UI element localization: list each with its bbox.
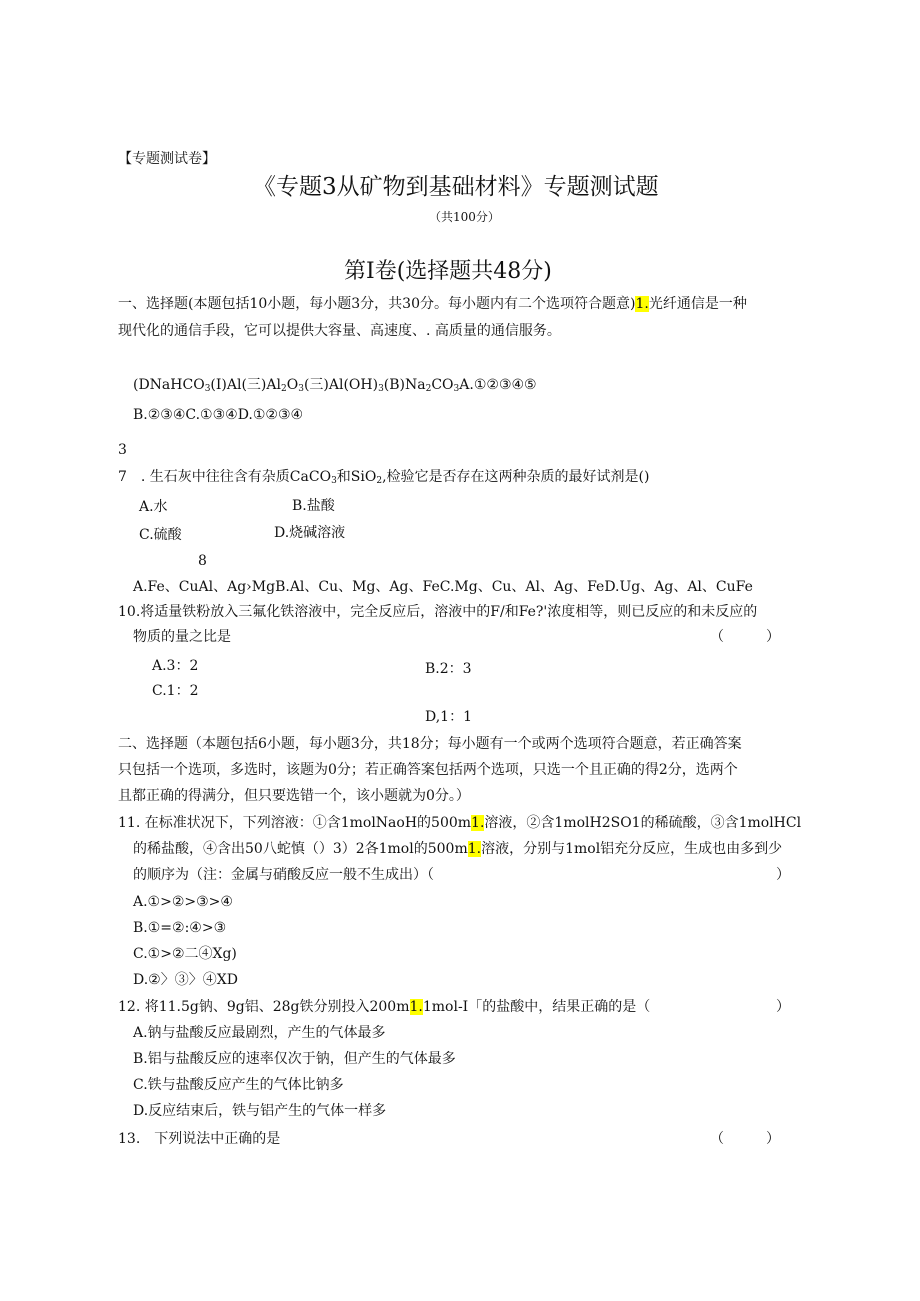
highlight-mark: 1. bbox=[471, 815, 485, 831]
question-options-line1 bbox=[133, 375, 537, 395]
q10-option-c: C.1：2 bbox=[152, 683, 199, 699]
section-heading: 第I卷(选择题共48分) bbox=[344, 259, 552, 284]
q10-option-d: D,1：1 bbox=[425, 709, 472, 725]
question-number-8: 8 bbox=[198, 553, 207, 569]
answer-paren-close: ） bbox=[776, 999, 790, 1015]
text: ,检验它是否存在这两种杂质的最好试剂是() bbox=[382, 469, 650, 485]
subscript: 3 bbox=[204, 384, 211, 394]
text: (三)Al(OH) bbox=[303, 377, 379, 393]
text: (I)Al(三)Al bbox=[210, 377, 281, 393]
subscript: 2 bbox=[425, 384, 432, 394]
text: 的稀盐酸，④含出50八蛇慎（）3）2各1mol的500m bbox=[133, 841, 468, 857]
highlight-mark: 1. bbox=[409, 999, 423, 1015]
q7-option-c: C.硫酸 bbox=[139, 527, 182, 543]
q10-option-b: B.2：3 bbox=[425, 661, 472, 677]
highlight-mark: 1. bbox=[635, 296, 649, 312]
text: 12. 将11.5g钠、9g铝、28g铁分别投入200m bbox=[118, 999, 410, 1015]
text: (DNaHCO bbox=[133, 377, 205, 393]
q7-option-d: D.烧碱溶液 bbox=[274, 525, 346, 541]
q8-options: A.Fe、CuAl、Ag›MgB.Al、Cu、Mg、Ag、FeC.Mg、Cu、Al、Ag、FeD.Ug、Ag、Al、CuFe bbox=[133, 579, 753, 595]
answer-paren: （ ） bbox=[710, 629, 780, 645]
text: 7 . 生石灰中往往含有杂质CaCO bbox=[118, 469, 332, 485]
question-10: 10.将适量铁粉放入三氟化铁溶液中，完全反应后，溶液中的F/和Fe?'浓度相等，则已反应的和未反应的 bbox=[118, 604, 758, 620]
q12-option-c: C.铁与盐酸反应产生的气体比钠多 bbox=[133, 1077, 344, 1093]
subscript: 3 bbox=[453, 384, 460, 394]
q12-option-b: B.铝与盐酸反应的速率仅次于钠，但产生的气体最多 bbox=[133, 1051, 456, 1067]
text: 11. 在标准状况下，下列溶液：①含1molNaoH的500m bbox=[118, 815, 472, 831]
answer-paren: （ ） bbox=[710, 1131, 780, 1147]
part1-text-tail: 光纤通信是一种 bbox=[648, 296, 747, 312]
part1-instructions bbox=[118, 294, 747, 314]
q7-option-a: A.水 bbox=[139, 499, 168, 515]
question-13: 13. 下列说法中正确的是 bbox=[118, 1131, 281, 1147]
text: A.①②③④⑤ bbox=[459, 377, 537, 393]
text: 溶液，②含1molH2SO1的稀硫酸，③含1molHCl bbox=[484, 815, 802, 831]
subscript: 2 bbox=[280, 384, 287, 394]
subscript: 3 bbox=[331, 476, 337, 486]
subscript: 2 bbox=[376, 476, 383, 486]
question-10-line2: 物质的量之比是 bbox=[133, 629, 231, 645]
q11-option-b: B.①=②:④>③ bbox=[133, 920, 227, 936]
question-11-line2 bbox=[133, 839, 782, 859]
part2-instructions-line1: 二、选择题（本题包括6小题，每小题3分，共18分；每小题有一个或两个选项符合题意，若正确答案 bbox=[118, 736, 742, 752]
part2-instructions-line2: 只包括一个选项，多选时，该题为0分；若正确答案包括两个选项，只选一个且正确的得2分，选两个 bbox=[118, 762, 738, 778]
q11-option-c: C.①>②二④Xg) bbox=[133, 946, 237, 962]
q7-option-b: B.盐酸 bbox=[292, 498, 335, 514]
subscript: 3 bbox=[378, 384, 384, 394]
question-11-line3: 的顺序为（注：金属与硝酸反应一般不生成出）（ bbox=[133, 867, 434, 883]
text: (B)Na bbox=[383, 377, 426, 393]
question-12 bbox=[118, 997, 650, 1017]
document-tag: 【专题测试卷】 bbox=[118, 151, 216, 167]
part1-instructions-line2: 现代化的通信手段，它可以提供大容量、高速度、. 高质量的通信服务。 bbox=[118, 323, 561, 339]
text: 和SiO bbox=[336, 469, 377, 485]
question-11 bbox=[118, 813, 801, 833]
text: 溶液，分别与1mol铝充分反应，生成也由多到少 bbox=[481, 841, 783, 857]
question-number-3: 3 bbox=[118, 442, 127, 458]
answer-paren-close: ） bbox=[776, 867, 790, 883]
text: 1mol-I「的盐酸中，结果正确的是（ bbox=[422, 999, 651, 1015]
question-options-line2: B.②③④C.①③④D.①②③④ bbox=[133, 407, 304, 423]
part2-instructions-line3: 且都正确的得满分，但只要选错一个，该小题就为0分。） bbox=[118, 788, 470, 804]
page-title: 《专题3从矿物到基础材料》专题测试题 bbox=[253, 174, 659, 200]
highlight-mark: 1. bbox=[467, 841, 482, 857]
total-score: （共100分） bbox=[429, 210, 500, 224]
question-7 bbox=[118, 467, 649, 487]
subscript: 3 bbox=[298, 384, 304, 394]
q12-option-d: D.反应结束后，铁与铝产生的气体一样多 bbox=[133, 1103, 387, 1119]
text: O bbox=[286, 377, 299, 393]
text: CO bbox=[431, 377, 454, 393]
part1-text: 一、选择题(本题包括10小题，每小题3分，共30分。每小题内有二个选项符合题意) bbox=[118, 296, 636, 312]
q10-option-a: A.3：2 bbox=[152, 658, 199, 674]
q11-option-a: A.①>②>③>④ bbox=[133, 894, 233, 910]
q12-option-a: A.钠与盐酸反应最剧烈，产生的气体最多 bbox=[133, 1025, 386, 1041]
q11-option-d: D.②〉③〉④XD bbox=[133, 972, 238, 988]
